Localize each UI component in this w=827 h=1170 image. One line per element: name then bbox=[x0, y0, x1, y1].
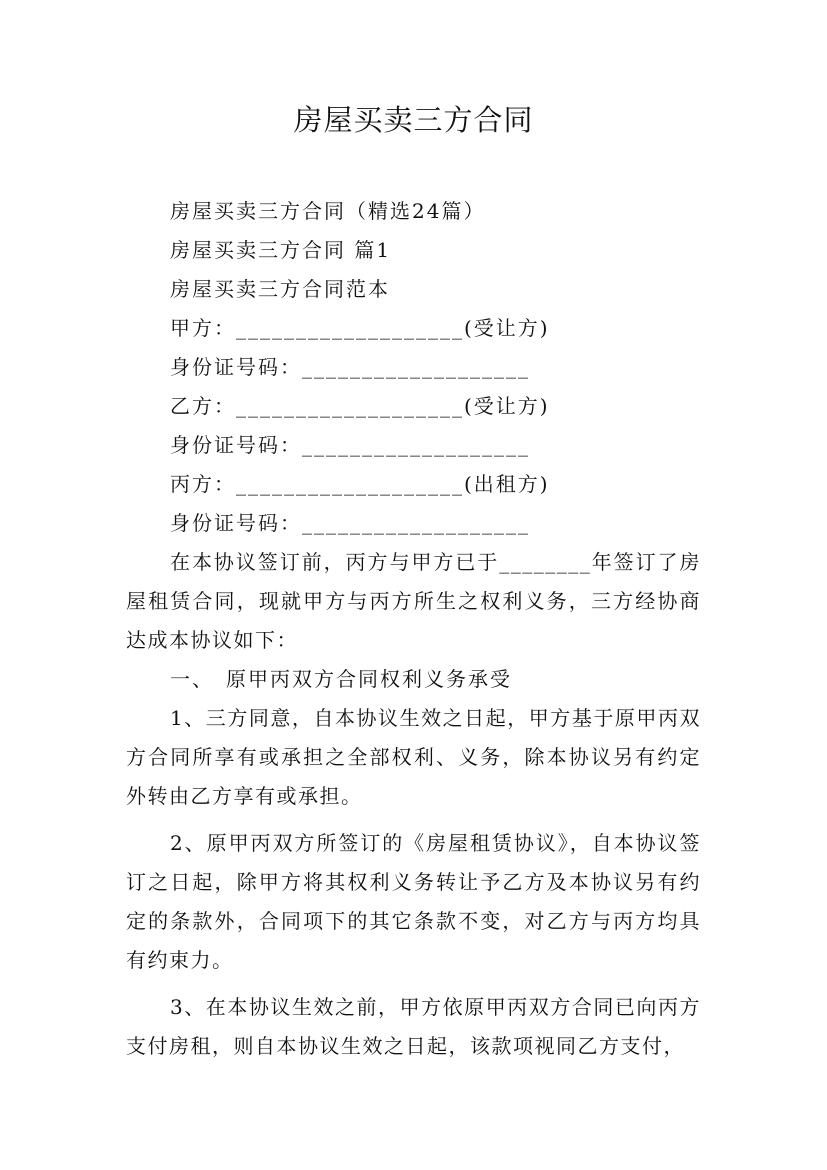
clause-heading-1: 一、 原甲丙双方合同权利义务承受 bbox=[170, 667, 512, 691]
section-heading: 房屋买卖三方合同 篇1 bbox=[170, 238, 392, 262]
document-body bbox=[126, 192, 701, 1066]
party-a-id-line: 身份证号码：___________________ bbox=[170, 355, 530, 379]
paragraph-spacer bbox=[126, 980, 701, 988]
intro-paragraph: 在本协议签订前，丙方与甲方已于________年签订了房屋租赁合同，现就甲方与丙方所生之权利义务，三方经协商达成本协议如下： bbox=[126, 550, 701, 652]
template-heading: 房屋买卖三方合同范本 bbox=[170, 277, 390, 301]
party-a-line: 甲方：___________________(受让方) bbox=[170, 316, 550, 340]
clause-1-paragraph: 1、三方同意，自本协议生效之日起，甲方基于原甲丙双方合同所享有或承担之全部权利、义务，除本协议另有约定外转由乙方享有或承担。 bbox=[126, 706, 701, 808]
party-c-line: 丙方：___________________(出租方) bbox=[170, 472, 550, 496]
clause-2-paragraph: 2、原甲丙双方所签订的《房屋租赁协议》，自本协议签订之日起，除甲方将其权利义务转让予乙方及本协议另有约定的条款外，合同项下的其它条款不变，对乙方与丙方均具有约束力。 bbox=[126, 831, 701, 972]
paragraph-spacer bbox=[126, 816, 701, 824]
clause-3-paragraph: 3、在本协议生效之前，甲方依原甲丙双方合同已向丙方支付房租，则自本协议生效之日起，该款项视同乙方支付， bbox=[126, 995, 701, 1058]
party-b-line: 乙方：___________________(受让方) bbox=[170, 394, 550, 418]
party-c-id-line: 身份证号码：___________________ bbox=[170, 511, 530, 535]
subtitle-line: 房屋买卖三方合同（精选24篇） bbox=[170, 199, 486, 223]
party-b-id-line: 身份证号码：___________________ bbox=[170, 433, 530, 457]
document-title: 房屋买卖三方合同 bbox=[293, 103, 534, 137]
